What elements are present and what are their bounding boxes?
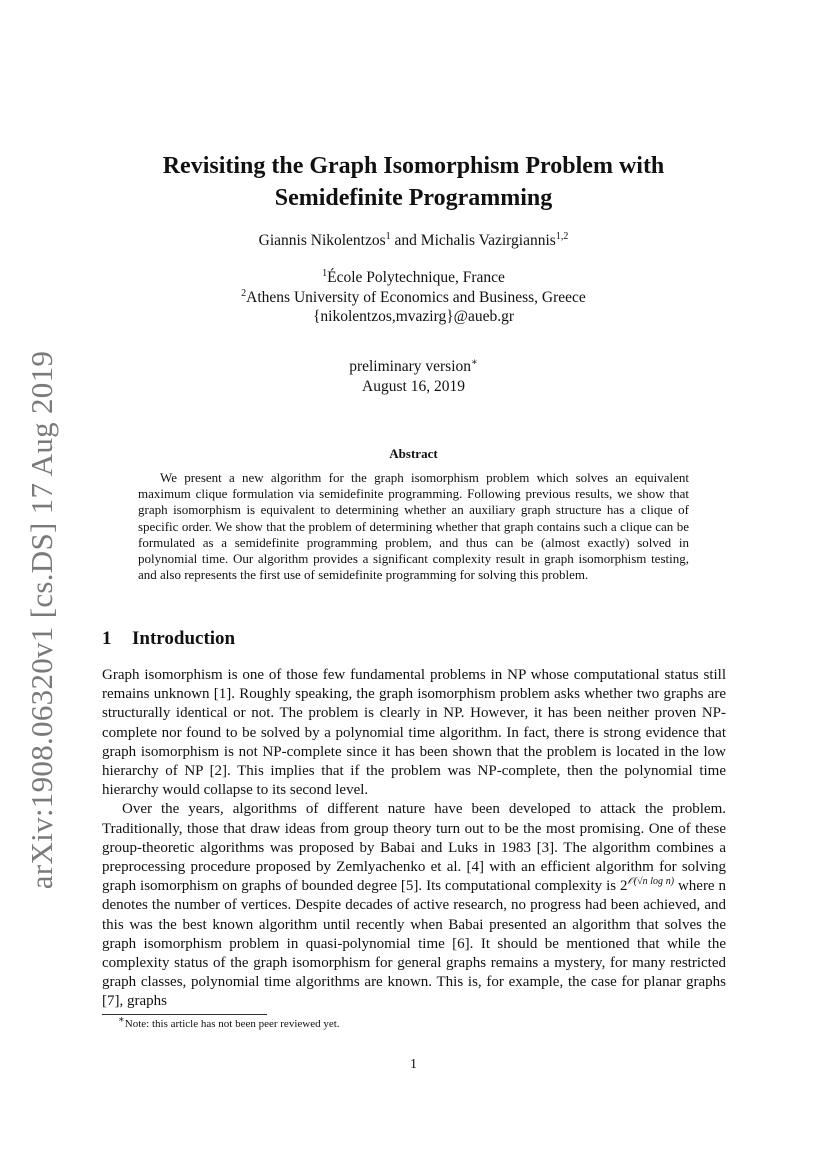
section-body: [102, 666, 726, 1012]
contact-email: {nikolentzos,mvazirg}@aueb.gr: [312, 308, 515, 325]
author-name-2: Michalis Vazirgiannis: [420, 232, 556, 249]
version-footnote-mark: ∗: [471, 356, 478, 368]
page-number: 1: [410, 1057, 417, 1072]
author-conjunction: and: [390, 232, 421, 249]
affiliation-1-text: École Polytechnique, France: [327, 269, 505, 286]
version-label: preliminary version: [349, 358, 472, 375]
paragraph-1: Graph isomorphism is one of those few fundamental problems in NP whose computational status still remains unknown [1]. Roughly speaking, the graph isomorphism problem asks whether two graphs are structurally identical or not. The problem is clearly in NP. However, it has been neither proven NP-complete nor found to be solved by a polynomial time algorithm. In fact, there is strong evidence that graph isomorphism is not NP-complete since it has been shown that the problem is located in the low hierarchy of NP [2]. This implies that if the problem was NP-complete, then the polynomial time hierarchy would collapse to its second level.: [102, 667, 726, 799]
affiliation-1: [100, 268, 727, 288]
complexity-base: 2: [620, 878, 628, 895]
paragraph-2-part-2: where n denotes the number of vertices. Despite decades of active research, no progress had been achieved, and this was the best known algorithm until recently when Babai presented an algorithm that solves the graph isomorphism problem in quasi-polynomial time [6]. It should be mentioned that while the complexity status of the graph isomorphism for general graphs remains a mystery, for many restricted graph classes, polynomial time algorithms are known. This is, for example, the case for planar graphs [7], graphs: [102, 878, 726, 1010]
arxiv-identifier-sidebar: [22, 350, 62, 890]
abstract-heading: Abstract: [389, 446, 438, 461]
version-line: [100, 357, 727, 377]
affiliations: [100, 268, 727, 327]
author-list: [100, 232, 727, 250]
section-heading: [102, 628, 235, 650]
publication-date: August 16, 2019: [362, 377, 465, 395]
complexity-formula: [620, 878, 674, 894]
section-title: Introduction: [132, 628, 236, 649]
footnote-text: Note: this article has not been peer reviewed yet.: [124, 1018, 340, 1030]
footnote-mark: ∗: [118, 1014, 125, 1026]
paragraph-2-part-1: Over the years, algorithms of different nature have been developed to attack the problem. Traditionally, those that draw ideas from group theory turn out to be the most promising. One of these group-theoretic algorithms was proposed by Babai and Luks in 1983 [3]. The algorithm combines a preprocessing procedure proposed by Zemlyachenko et al. [4] with an efficient algorithm for solving graph isomorphism on graphs of bounded degree [5]. Its computational complexity is: [102, 801, 726, 895]
paragraph-2: [102, 800, 726, 1011]
affiliation-2-mark: 2: [241, 287, 247, 299]
footnote: [118, 1014, 340, 1030]
arxiv-identifier: arXiv:1908.06320v1 [cs.DS] 17 Aug 2019: [24, 350, 59, 890]
footnote-divider: [102, 1014, 267, 1015]
affiliation-2-text: Athens University of Economics and Business, Greece: [246, 288, 586, 306]
complexity-exponent: 𝒪(√n log n): [627, 876, 675, 888]
author-name-1: Giannis Nikolentzos: [258, 232, 386, 249]
affiliation-1-mark: 1: [322, 267, 328, 279]
affiliation-2: [100, 288, 727, 308]
author-1-affiliation-mark: 1: [385, 230, 391, 242]
section-number: 1: [102, 628, 112, 649]
author-2-affiliation-mark: 1,2: [555, 230, 569, 242]
version-info: [100, 357, 727, 396]
abstract-text: We present a new algorithm for the graph isomorphism problem which solves an equivalent maximum clique formulation via semidefinite programming. Following previous results, we show that graph isomorphism is equivalent to determining whether an auxiliary graph structure has a clique of specific order. We show that the problem of determining whether that graph contains such a clique can be formulated as a semidefinite programming problem, and thus can be (almost exactly) solved in polynomial time. Our algorithm provides a significant complexity result in graph isomorphism testing, and also represents the first use of semidefinite programming for solving this problem.: [138, 470, 689, 583]
paper-title: Revisiting the Graph Isomorphism Problem with Semidefinite Programming: [162, 153, 665, 211]
